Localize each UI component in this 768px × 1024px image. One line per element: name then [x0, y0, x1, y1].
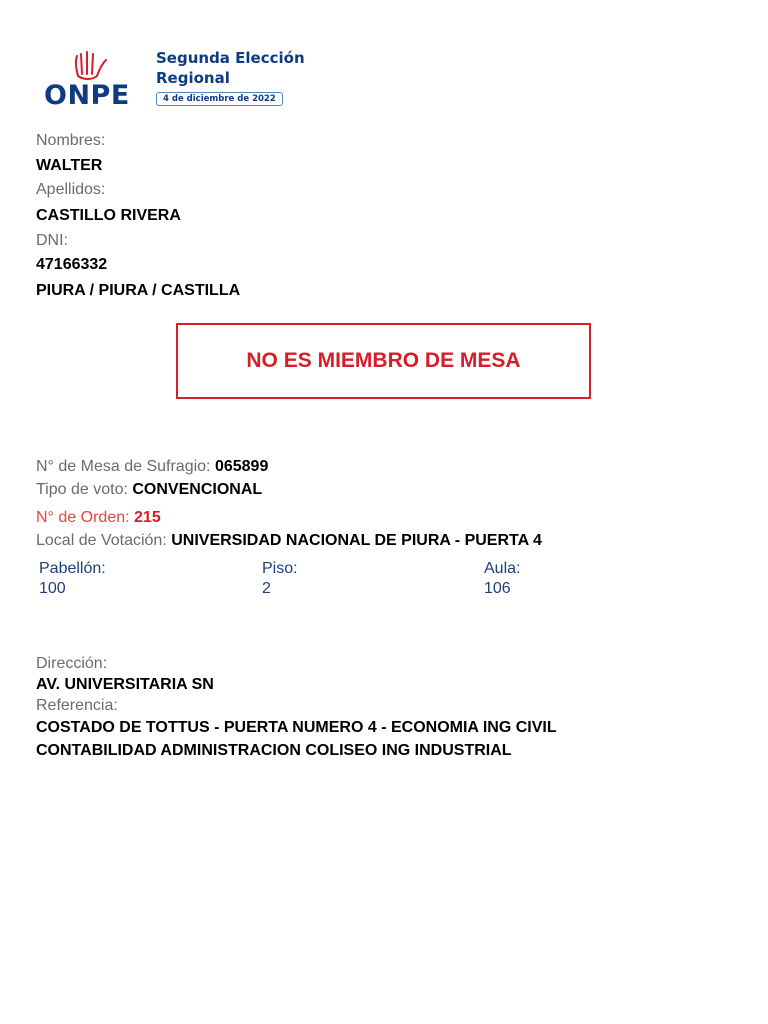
status-text: NO ES MIEMBRO DE MESA	[246, 349, 521, 372]
orden-line	[36, 509, 161, 527]
tipo-value: CONVENCIONAL	[132, 481, 263, 498]
mesa-label: N° de Mesa de Sufragio:	[36, 458, 211, 475]
status-box	[176, 323, 591, 399]
direccion-label: Dirección:	[36, 655, 108, 672]
onpe-logo	[44, 46, 154, 112]
mesa-line	[36, 458, 268, 476]
local-line	[36, 532, 542, 550]
tipo-line	[36, 481, 262, 499]
local-value: UNIVERSIDAD NACIONAL DE PIURA - PUERTA 4	[171, 532, 542, 549]
aula-value: 106	[484, 580, 511, 597]
referencia-line2: CONTABILIDAD ADMINISTRACION COLISEO ING INDUSTRIAL	[36, 742, 512, 759]
election-title	[156, 48, 305, 88]
dni-value: 47166332	[36, 256, 108, 273]
aula-label: Aula:	[484, 560, 521, 577]
tipo-label: Tipo de voto:	[36, 481, 128, 498]
piso-value: 2	[262, 580, 271, 597]
election-title-line2: Regional	[156, 69, 230, 87]
apellidos-value: CASTILLO RIVERA	[36, 207, 181, 224]
direccion-value: AV. UNIVERSITARIA SN	[36, 676, 214, 693]
election-date-badge: 4 de diciembre de 2022	[156, 92, 283, 106]
apellidos-label: Apellidos:	[36, 181, 106, 198]
nombres-label: Nombres:	[36, 132, 106, 149]
nombres-value: WALTER	[36, 157, 103, 174]
pabellon-value: 100	[39, 580, 66, 597]
mesa-value: 065899	[214, 458, 269, 475]
local-label: Local de Votación:	[36, 532, 167, 549]
dni-label: DNI:	[36, 232, 68, 249]
orden-value: 215	[134, 509, 161, 526]
ubicacion-value: PIURA / PIURA / CASTILLA	[36, 282, 241, 299]
raised-hand-icon	[72, 46, 112, 82]
referencia-line1: COSTADO DE TOTTUS - PUERTA NUMERO 4 - ECONOMIA ING CIVIL	[36, 719, 557, 736]
orden-label: N° de Orden:	[36, 509, 130, 526]
piso-label: Piso:	[262, 560, 298, 577]
logo-text: ONPE	[44, 80, 130, 111]
pabellon-label: Pabellón:	[39, 560, 106, 577]
referencia-label: Referencia:	[36, 697, 118, 714]
election-title-line1: Segunda Elección	[156, 49, 305, 67]
